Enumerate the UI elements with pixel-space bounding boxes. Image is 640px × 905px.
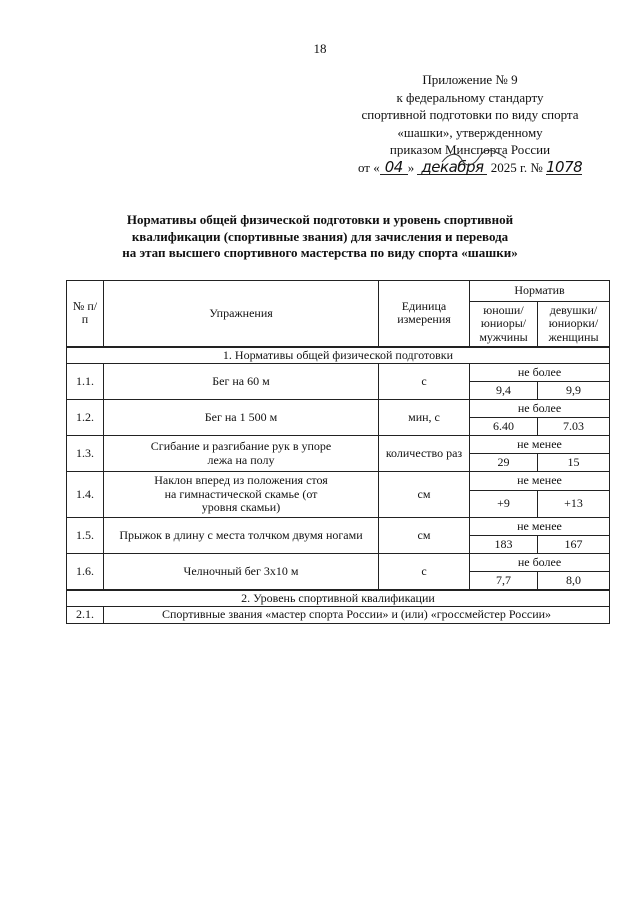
title-line: Нормативы общей физической подготовки и уровень спортивной <box>126 212 514 227</box>
row-num: 1.2. <box>67 400 104 436</box>
header-male: юноши/ юниоры/ мужчины <box>470 302 538 347</box>
row-condition: не менее <box>470 436 610 454</box>
row-male-value: 29 <box>470 454 538 472</box>
row-exercise: Бег на 60 м <box>104 364 379 400</box>
row-female-value: 8,0 <box>538 572 610 590</box>
appendix-line: «шашки», утвержденному <box>397 124 543 140</box>
row-num: 2.1. <box>67 607 104 624</box>
row-unit: с <box>379 364 470 400</box>
appendix-line: спортивной подготовки по виду спорта <box>361 107 579 123</box>
section-2-title: 2. Уровень спортивной квалификации <box>67 590 610 607</box>
page-number: 18 <box>313 41 327 56</box>
row-male-value: 9,4 <box>470 382 538 400</box>
row-condition: не более <box>470 400 610 418</box>
row-unit: см <box>379 518 470 554</box>
row-exercise: Челночный бег 3x10 м <box>104 554 379 590</box>
row-unit: с <box>379 554 470 590</box>
row-condition: не менее <box>470 472 610 491</box>
row-num: 1.6. <box>67 554 104 590</box>
header-exercise: Упражнения <box>104 281 379 347</box>
row-unit: количество раз <box>379 436 470 472</box>
header-female: девушки/ юниорки/ женщины <box>538 302 610 347</box>
row-num: 1.5. <box>67 518 104 554</box>
date-month: декабря <box>417 160 487 175</box>
date-number: 1078 <box>546 157 583 176</box>
row-condition: не более <box>470 554 610 572</box>
row-exercise: Прыжок в длину с места толчком двумя ногами <box>104 518 379 554</box>
row-male-value: +9 <box>470 491 538 518</box>
row-male-value: 6.40 <box>470 418 538 436</box>
row-num: 1.1. <box>67 364 104 400</box>
row-female-value: 167 <box>538 536 610 554</box>
row-male-value: 7,7 <box>470 572 538 590</box>
date-year: 2025 г. № <box>490 159 543 175</box>
title-line: квалификации (спортивные звания) для зачисления и перевода <box>131 228 509 244</box>
document-title <box>70 212 570 262</box>
header-unit: Единица измерения <box>379 281 470 347</box>
row-female-value: 9,9 <box>538 382 610 400</box>
title-line: на этап высшего спортивного мастерства по виду спорта «шашки» <box>122 245 518 260</box>
row-qualification-text: Спортивные звания «мастер спорта России» и (или) «гроссмейстер России» <box>104 607 610 624</box>
row-male-value: 183 <box>470 536 538 554</box>
row-exercise: Наклон вперед из положения стоя на гимнастической скамье (от уровня скамьи) <box>104 472 379 518</box>
norms-table <box>66 280 610 624</box>
row-female-value: +13 <box>538 491 610 518</box>
row-num: 1.4. <box>67 472 104 518</box>
header-norm: Норматив <box>470 281 610 302</box>
section-1-title: 1. Нормативы общей физической подготовки <box>67 347 610 364</box>
date-prefix: от « <box>357 159 380 175</box>
row-female-value: 7.03 <box>538 418 610 436</box>
row-exercise: Бег на 1 500 м <box>104 400 379 436</box>
date-day: 04 <box>380 160 408 175</box>
appendix-line: приказом Минспорта России <box>389 142 551 158</box>
row-condition: не более <box>470 364 610 382</box>
row-female-value: 15 <box>538 454 610 472</box>
row-condition: не менее <box>470 518 610 536</box>
row-exercise: Сгибание и разгибание рук в упоре лежа на полу <box>104 436 379 472</box>
header-num: № п/п <box>67 281 104 347</box>
signature-mark <box>440 148 510 168</box>
appendix-line: к федеральному стандарту <box>396 89 544 105</box>
date-mid: » <box>407 159 415 175</box>
row-unit: мин, с <box>379 400 470 436</box>
appendix-line: Приложение № 9 <box>422 72 518 87</box>
row-unit: см <box>379 472 470 518</box>
row-num: 1.3. <box>67 436 104 472</box>
